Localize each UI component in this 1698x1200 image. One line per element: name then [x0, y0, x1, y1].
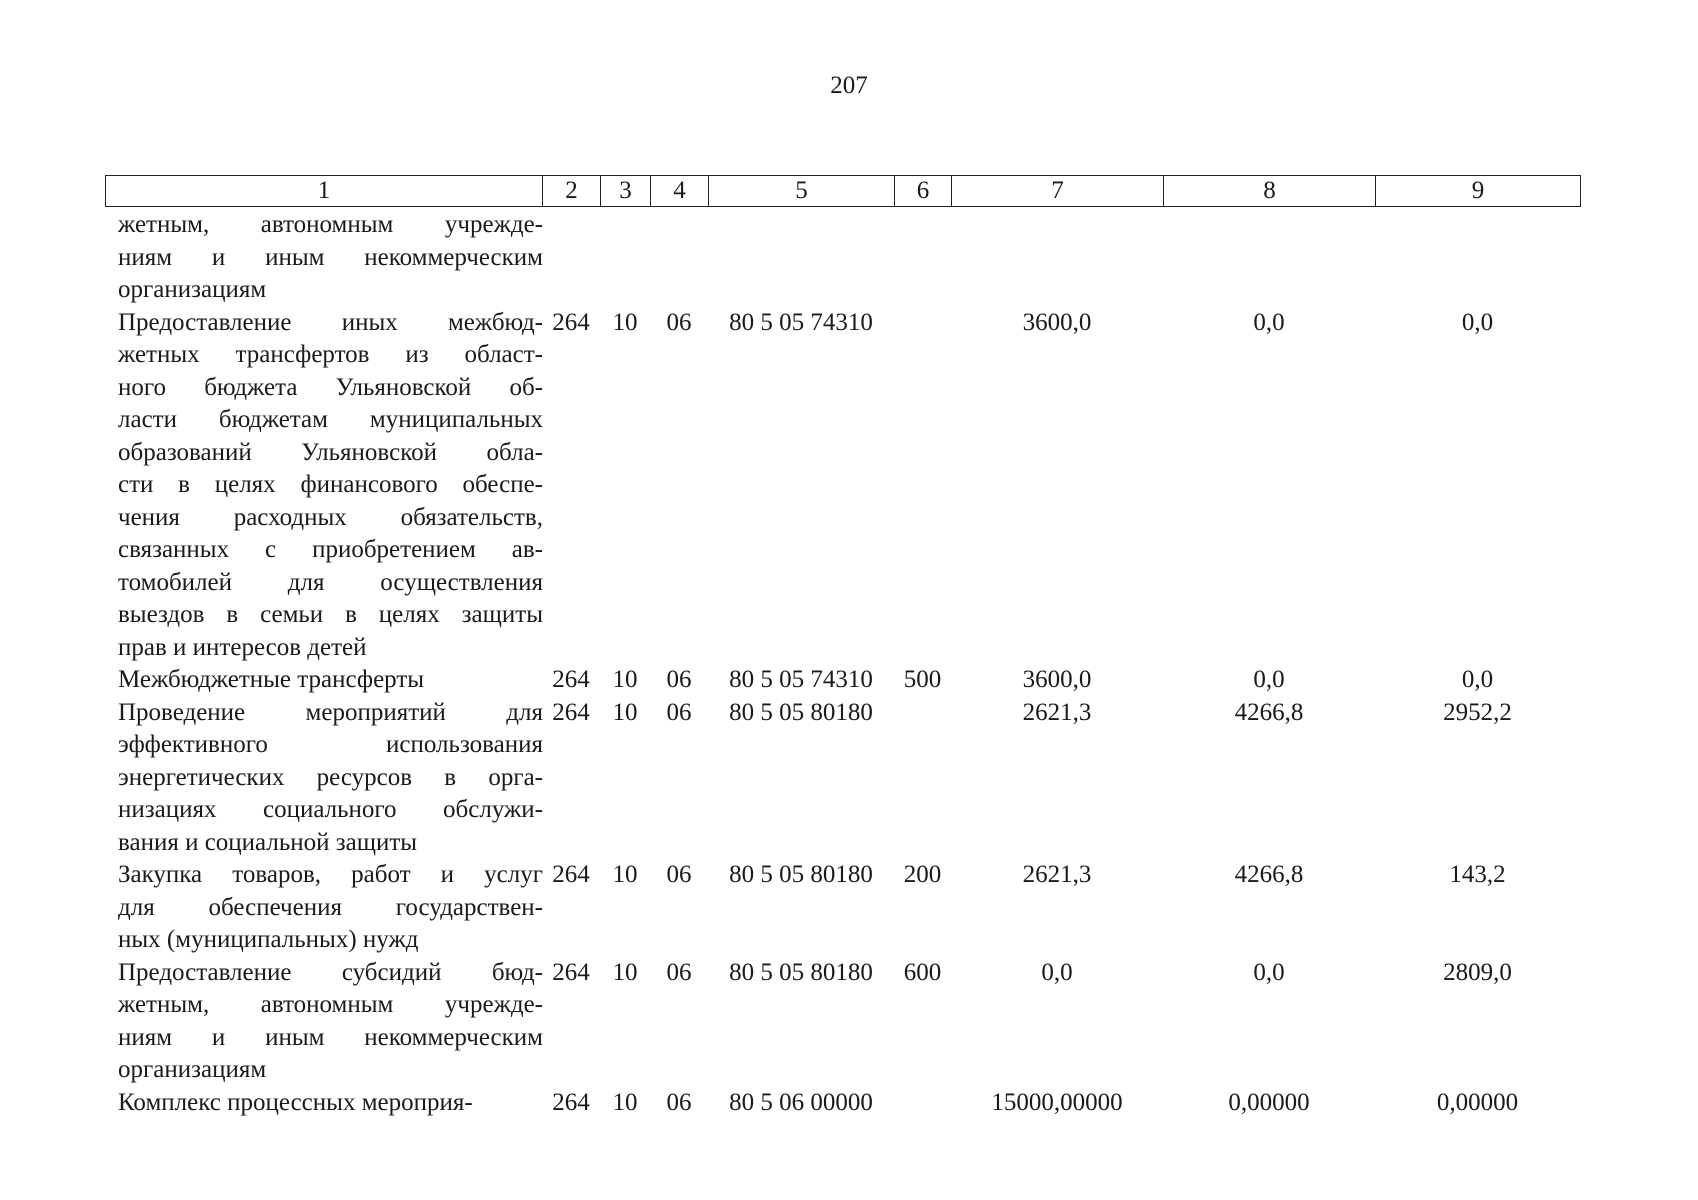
- cell-c6: 600: [903, 958, 942, 986]
- column-header: 2: [543, 176, 601, 207]
- cell-c8: 0,0: [1253, 666, 1285, 693]
- row-description: [118, 957, 543, 1087]
- cell-c4: 06: [666, 861, 692, 888]
- cell-c5: 80 5 05 80180: [729, 698, 873, 726]
- cell-c9: 0,0: [1461, 666, 1494, 693]
- row-description: [118, 859, 543, 957]
- column-header: 8: [1164, 176, 1376, 207]
- description-line: вания и социальной защиты: [118, 828, 418, 856]
- cell-c8: 0,00000: [1228, 1088, 1310, 1116]
- cell-c3: 10: [612, 861, 638, 888]
- cell-c3: 10: [612, 666, 638, 693]
- description-line: ных (муниципальных) нужд: [118, 926, 419, 953]
- description-line: для обеспечения государствен-: [118, 893, 543, 921]
- description-line: энергетических ресурсов в орга-: [118, 763, 543, 791]
- description-line: Предоставление субсидий бюд-: [118, 958, 543, 986]
- column-header: 7: [952, 176, 1164, 207]
- column-header: 3: [601, 176, 651, 207]
- cell-c9: 143,2: [1449, 861, 1506, 888]
- description-line: Комплекс процессных мероприя-: [118, 1088, 473, 1116]
- row-description: [118, 664, 543, 697]
- table-row: [105, 1087, 1580, 1120]
- cell-c3: 10: [612, 958, 638, 986]
- column-header: 9: [1376, 176, 1581, 207]
- cell-c7: 0,0: [1041, 958, 1073, 986]
- description-line: организациям: [118, 276, 267, 303]
- description-line: жетным, автономным учрежде-: [118, 991, 543, 1018]
- cell-c7: 3600,0: [1022, 666, 1092, 693]
- cell-c3: 10: [612, 308, 638, 336]
- description-line: организациям: [118, 1056, 267, 1083]
- row-description: [118, 697, 543, 860]
- cell-c8: 4266,8: [1234, 698, 1304, 726]
- column-header-table: [105, 175, 1581, 207]
- description-line: ниям и иным некоммерческим: [118, 1023, 543, 1051]
- cell-c7: 3600,0: [1022, 308, 1092, 336]
- row-description: [118, 1087, 543, 1120]
- description-line: томобилей для осуществления: [118, 568, 543, 596]
- table-row: [105, 697, 1580, 860]
- cell-c3: 10: [612, 1088, 638, 1116]
- cell-c4: 06: [666, 698, 692, 726]
- cell-c2: 264: [552, 1088, 590, 1116]
- cell-c7: 2621,3: [1022, 861, 1092, 888]
- cell-c9: 2809,0: [1443, 958, 1512, 986]
- table-row: [105, 957, 1580, 1087]
- cell-c4: 06: [666, 308, 692, 336]
- description-line: образований Ульяновской обла-: [118, 438, 543, 466]
- cell-c5: 80 5 05 80180: [729, 958, 873, 986]
- column-header: 4: [651, 176, 709, 207]
- cell-c9: 0,00000: [1436, 1088, 1519, 1116]
- table-row: [105, 664, 1580, 697]
- cell-c5: 80 5 06 00000: [729, 1088, 873, 1116]
- description-line: ниям и иным некоммерческим: [118, 243, 543, 271]
- cell-c4: 06: [666, 1088, 692, 1116]
- description-line: эффективного использования: [118, 731, 543, 758]
- description-line: прав и интересов детей: [118, 633, 367, 661]
- cell-c2: 264: [552, 698, 590, 726]
- cell-c6: 500: [903, 666, 942, 693]
- cell-c3: 10: [612, 698, 638, 726]
- description-line: Проведение мероприятий для: [118, 698, 543, 726]
- cell-c8: 0,0: [1253, 308, 1285, 336]
- description-line: жетным, автономным учрежде-: [118, 211, 543, 238]
- description-line: чения расходных обязательств,: [118, 503, 543, 531]
- cell-c7: 15000,00000: [991, 1088, 1123, 1116]
- description-line: сти в целях финансового обеспе-: [118, 471, 543, 498]
- cell-c8: 4266,8: [1234, 861, 1304, 888]
- description-line: жетных трансфертов из област-: [118, 341, 543, 368]
- column-header: 1: [106, 176, 543, 207]
- table-row: [105, 209, 1580, 307]
- cell-c5: 80 5 05 80180: [729, 861, 873, 888]
- page-number: 207: [830, 72, 868, 99]
- cell-c2: 264: [552, 861, 590, 888]
- cell-c2: 264: [552, 666, 590, 693]
- column-header: 6: [895, 176, 952, 207]
- description-line: связанных с приобретением ав-: [118, 536, 543, 563]
- cell-c5: 80 5 05 74310: [729, 666, 873, 693]
- cell-c5: 80 5 05 74310: [729, 308, 873, 336]
- cell-c4: 06: [666, 666, 692, 693]
- table-row: [105, 307, 1580, 665]
- cell-c7: 2621,3: [1022, 698, 1092, 726]
- column-header-row: [106, 176, 1581, 207]
- cell-c9: 2952,2: [1443, 698, 1512, 726]
- cell-c4: 06: [666, 958, 692, 986]
- description-line: выездов в семьи в целях защиты: [118, 601, 543, 628]
- row-description: [118, 209, 543, 307]
- cell-c6: 200: [903, 861, 942, 888]
- description-line: ласти бюджетам муниципальных: [118, 406, 543, 433]
- cell-c8: 0,0: [1253, 958, 1285, 986]
- budget-table-body: [105, 209, 1580, 1119]
- cell-c2: 264: [552, 308, 590, 336]
- cell-c9: 0,0: [1461, 308, 1494, 336]
- description-line: низациях социального обслужи-: [118, 796, 543, 823]
- description-line: Предоставление иных межбюд-: [118, 308, 543, 336]
- description-line: Закупка товаров, работ и услуг: [118, 861, 543, 888]
- cell-c2: 264: [552, 958, 590, 986]
- column-header: 5: [709, 176, 895, 207]
- description-line: Межбюджетные трансферты: [118, 666, 425, 693]
- table-row: [105, 859, 1580, 957]
- row-description: [118, 307, 543, 665]
- description-line: ного бюджета Ульяновской об-: [118, 373, 543, 401]
